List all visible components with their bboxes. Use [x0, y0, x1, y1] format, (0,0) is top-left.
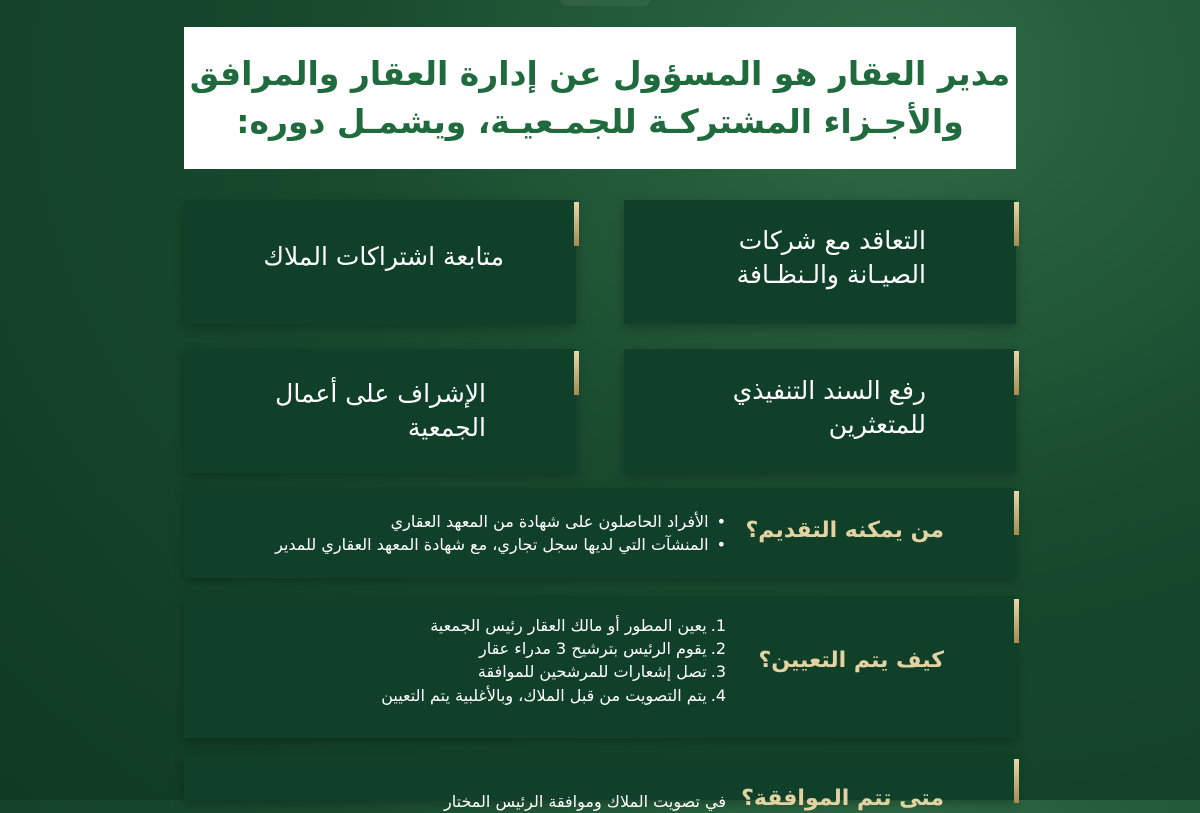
intro-line-2: والأجـزاء المشتركـة للجمـعيـة، ويشمـل دوره: [236, 102, 964, 141]
role-card-line: الجمعية [407, 412, 486, 442]
list-item: 4.يتم التصويت من قبل الملاك، وبالأغلبية يتم التعيين [381, 685, 726, 705]
list-item: • الأفراد الحاصلون على شهادة من المعهد العقاري [275, 510, 726, 533]
role-card-line: الصيـانة والـنظـافة [736, 259, 926, 289]
list-item: • المنشآت التي لديها سجل تجاري، مع شهادة المعهد العقاري للمدير [275, 533, 726, 556]
role-card-line: التعاقد مع شركات [738, 226, 926, 255]
top-stub [560, 0, 650, 6]
gold-accent-bar [574, 202, 579, 246]
role-card-line: للمتعثرين [828, 409, 926, 439]
list-item: في تصويت الملاك وموافقة الرئيس المختار [444, 792, 726, 811]
eligibility-row [184, 488, 1016, 578]
appointment-steps [381, 614, 726, 707]
approval-row [184, 756, 1016, 811]
role-card-contracting [624, 200, 1016, 324]
intro-line-1: مدير العقار هو المسؤول عن إدارة العقار والمرافق [189, 54, 1011, 94]
approval-list [444, 790, 726, 813]
eligibility-list [275, 510, 726, 556]
list-item: 2.يقوم الرئيس بترشيح 3 مدراء عقار [478, 639, 726, 659]
role-card-line: الإشراف على أعمال [275, 379, 486, 408]
gold-accent-bar [1014, 351, 1019, 395]
role-card-supervision [184, 349, 576, 473]
gold-accent-bar [1014, 759, 1019, 803]
gold-accent-bar [1014, 599, 1019, 643]
role-card-line: متابعة اشتراكات الملاك [263, 242, 504, 271]
appointment-label: كيف يتم التعيين؟ [758, 648, 944, 673]
intro-box [184, 27, 1016, 169]
gold-accent-bar [1014, 491, 1019, 535]
list-item: 3.تصل إشعارات للمرشحين للموافقة [477, 662, 726, 682]
role-card-enforcement [624, 349, 1016, 473]
role-card-subscriptions [184, 200, 576, 324]
approval-label: متى تتم الموافقة؟ [741, 786, 944, 811]
gold-accent-bar [1014, 202, 1019, 246]
eligibility-label: من يمكنه التقديم؟ [745, 518, 944, 543]
gold-accent-bar [574, 351, 579, 395]
list-item: 1.يعين المطور أو مالك العقار رئيس الجمعية [430, 616, 726, 635]
role-card-line: رفع السند التنفيذي [732, 376, 926, 405]
appointment-row [184, 596, 1016, 738]
